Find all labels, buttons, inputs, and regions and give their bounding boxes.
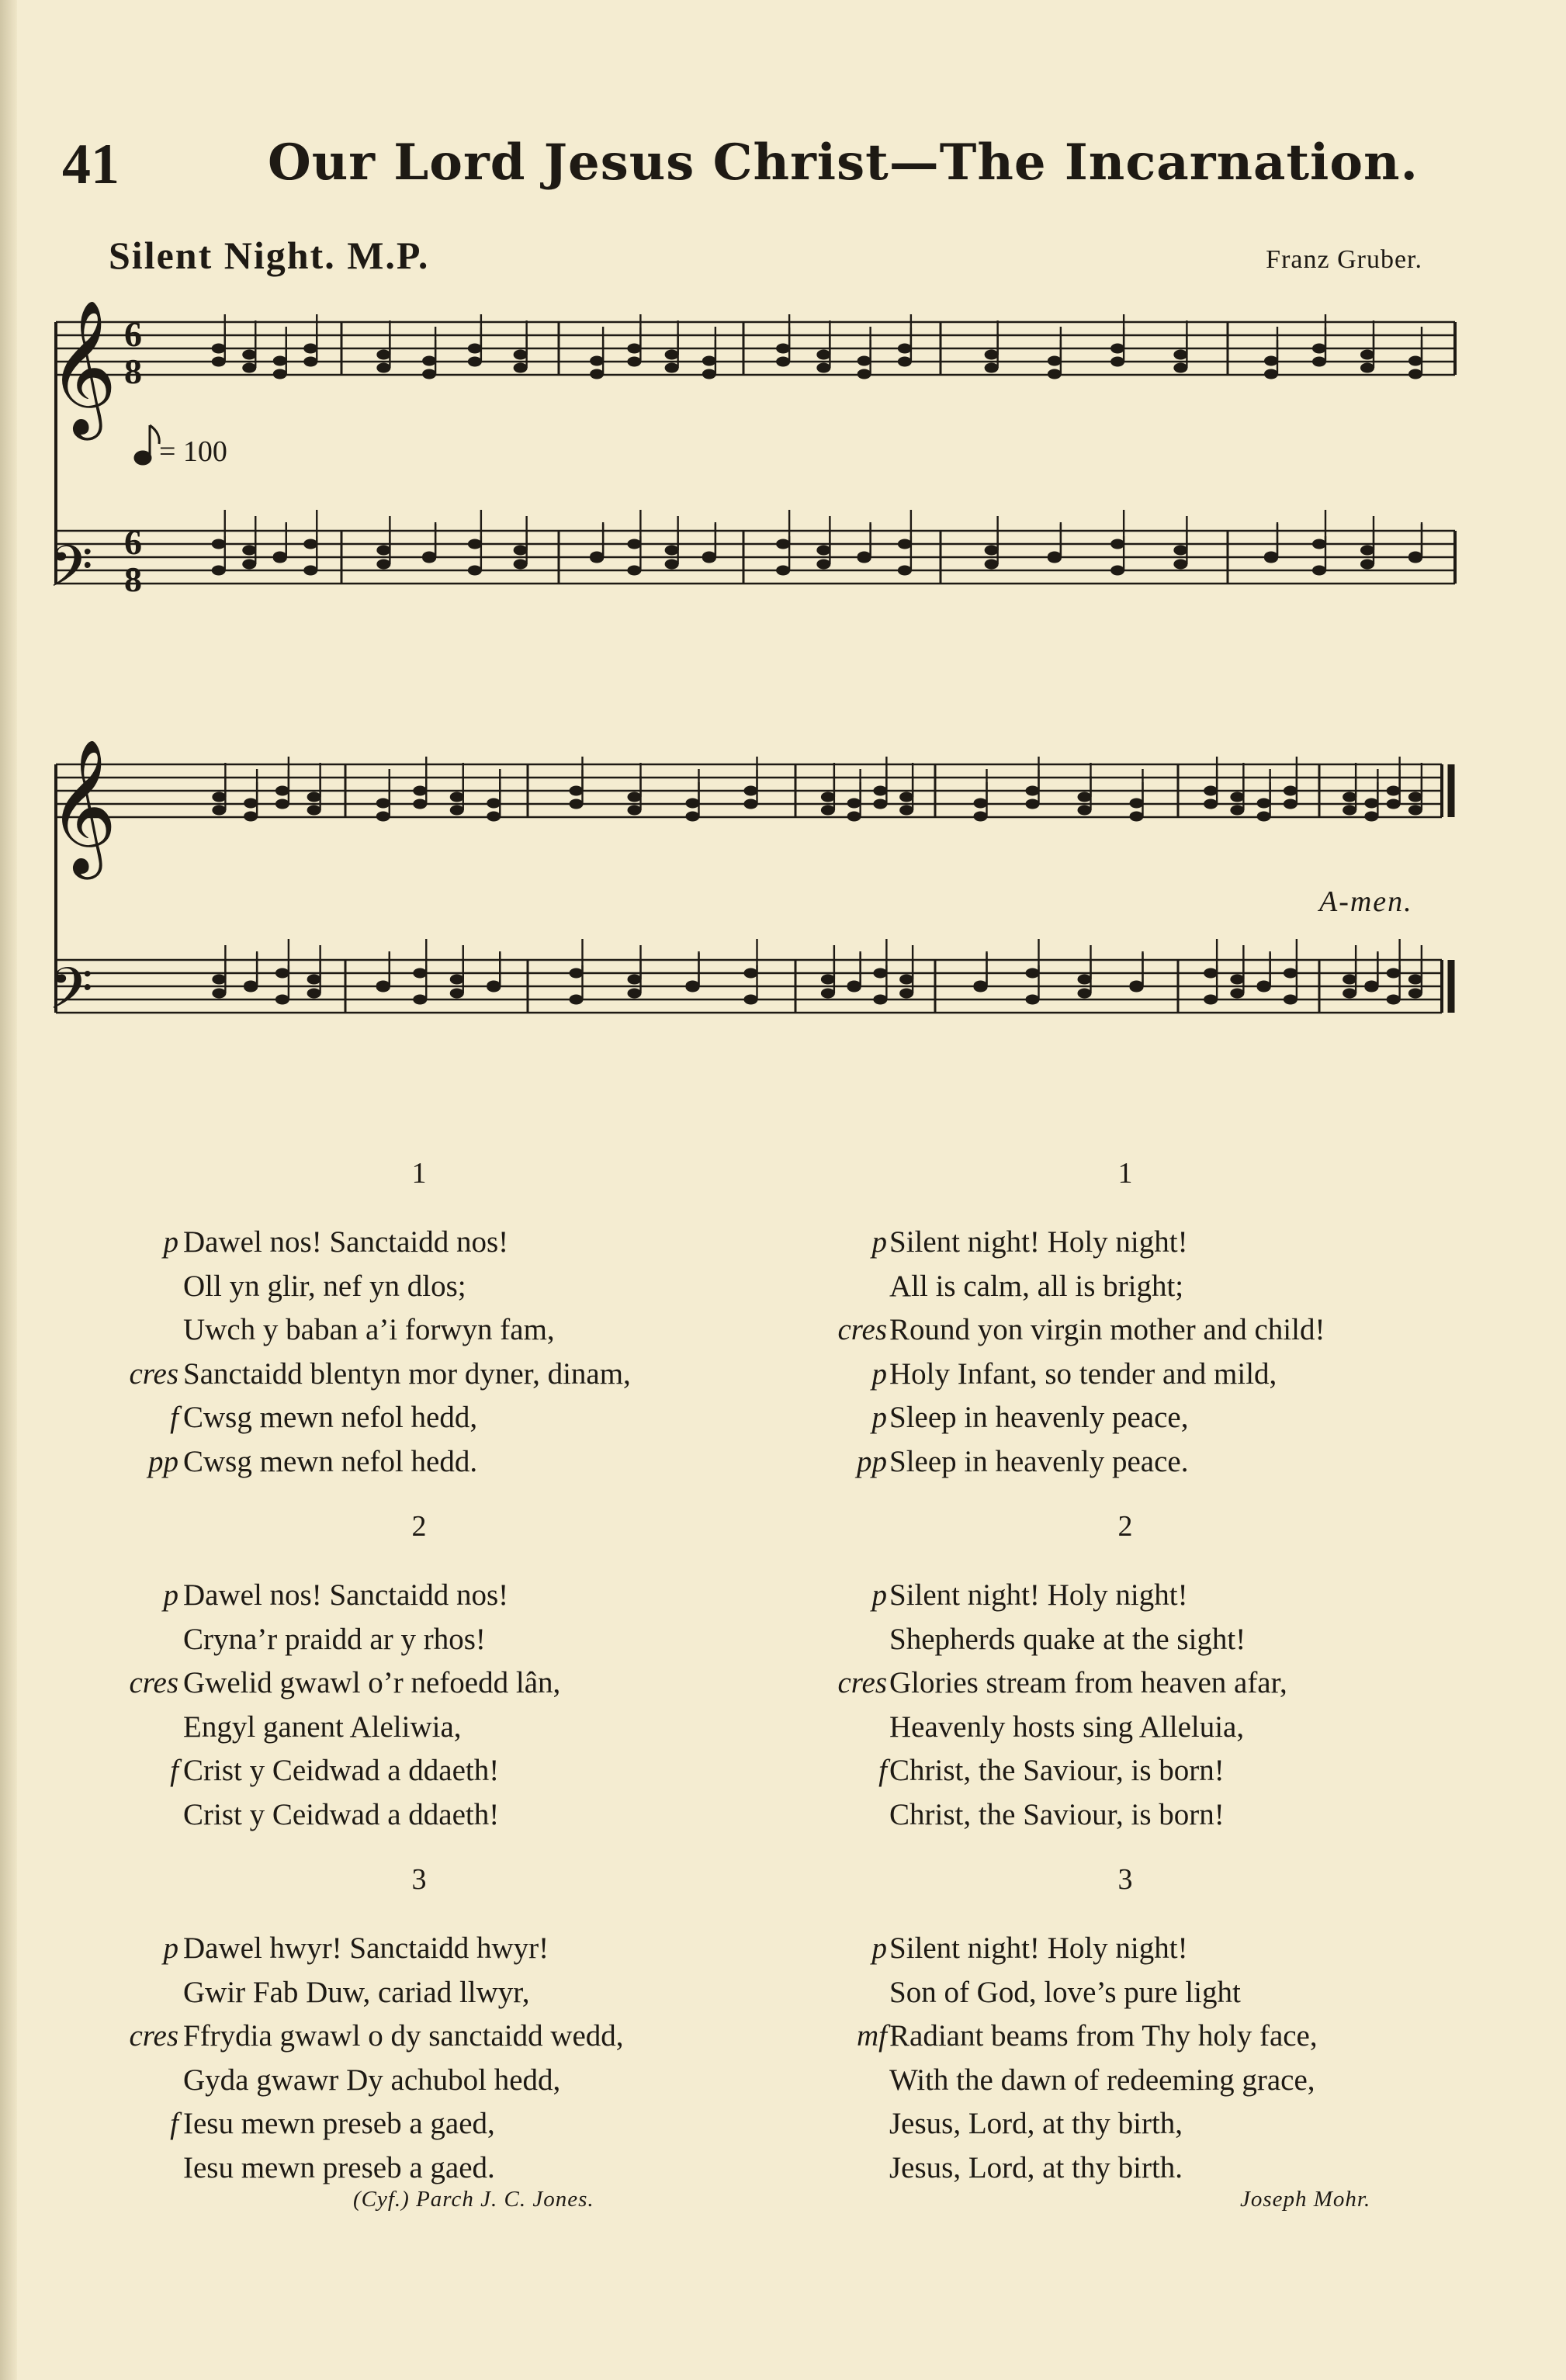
verse-line: Silent night! Holy night! bbox=[889, 1578, 1188, 1612]
running-title: Our Lord Jesus Christ—The Incarnation. bbox=[268, 133, 1419, 192]
clefs bbox=[48, 300, 117, 1037]
verse-line: Round yon virgin mother and child! bbox=[889, 1313, 1325, 1346]
note-head bbox=[1257, 799, 1271, 809]
staff-lines bbox=[56, 322, 1455, 1013]
note-head bbox=[1312, 357, 1326, 367]
dynamic-marking: p bbox=[163, 1578, 178, 1612]
note-head bbox=[514, 559, 528, 570]
note-head bbox=[776, 566, 790, 576]
verse-line: Iesu mewn preseb a gaed, bbox=[183, 2107, 495, 2140]
note-head bbox=[1078, 975, 1092, 985]
note-head bbox=[1204, 995, 1218, 1005]
dynamic-marking: mf bbox=[857, 2019, 887, 2053]
note-head bbox=[1078, 792, 1092, 802]
note-head bbox=[450, 805, 464, 816]
verse-number: 3 bbox=[1117, 1863, 1133, 1896]
bass-clef-icon: 𝄢 bbox=[48, 955, 93, 1037]
note-head bbox=[487, 812, 501, 822]
note-head bbox=[1230, 805, 1244, 816]
english-credit: Joseph Mohr. bbox=[1240, 2187, 1371, 2212]
note-head bbox=[1048, 369, 1062, 379]
verse-line: Iesu mewn preseb a gaed. bbox=[183, 2150, 495, 2184]
note-head bbox=[702, 369, 716, 379]
note-head bbox=[627, 566, 641, 576]
note-head bbox=[1408, 369, 1422, 379]
note-head bbox=[450, 792, 464, 802]
note-head bbox=[487, 799, 501, 809]
note-head bbox=[898, 566, 912, 576]
note-head bbox=[1130, 799, 1144, 809]
note-head bbox=[702, 356, 716, 366]
note-head bbox=[1408, 989, 1422, 999]
note-head bbox=[212, 566, 226, 576]
verse-number: 2 bbox=[411, 1510, 427, 1543]
dynamic-marking: pp bbox=[148, 1444, 178, 1478]
note-head bbox=[1230, 792, 1244, 802]
verse-line: Sleep in heavenly peace. bbox=[889, 1444, 1189, 1478]
note-head bbox=[450, 975, 464, 985]
dynamic-marking: p bbox=[163, 1931, 178, 1965]
note-head bbox=[1364, 812, 1378, 822]
note-head bbox=[1026, 968, 1040, 979]
note-head bbox=[1173, 350, 1187, 360]
verse-line: Silent night! Holy night! bbox=[889, 1931, 1188, 1965]
note-head bbox=[422, 553, 436, 563]
verse-line: With the dawn of redeeming grace, bbox=[889, 2063, 1315, 2097]
note-head bbox=[821, 989, 835, 999]
barlines bbox=[56, 322, 1455, 1013]
note-head bbox=[665, 350, 679, 360]
verse-line: Christ, the Saviour, is born! bbox=[889, 1797, 1225, 1831]
note-head bbox=[376, 363, 390, 373]
note-head bbox=[1110, 357, 1124, 367]
note-head bbox=[376, 559, 390, 570]
note-head bbox=[816, 363, 830, 373]
note-head bbox=[857, 369, 871, 379]
note-head bbox=[1026, 995, 1040, 1005]
note-head bbox=[985, 559, 999, 570]
time-sig-bottom: 8 bbox=[124, 559, 142, 599]
bass-clef-icon: 𝄢 bbox=[48, 533, 93, 615]
note-head bbox=[873, 968, 887, 979]
note-head bbox=[847, 982, 861, 993]
note-head bbox=[628, 805, 642, 816]
note-head bbox=[816, 559, 830, 570]
verse-line: Sanctaidd blentyn mor dyner, dinam, bbox=[183, 1356, 631, 1391]
note-head bbox=[590, 369, 604, 379]
note-head bbox=[665, 546, 679, 556]
note-head bbox=[821, 975, 835, 985]
note-head bbox=[275, 968, 289, 979]
note-head bbox=[514, 363, 528, 373]
note-head bbox=[1204, 799, 1218, 809]
note-head bbox=[1130, 812, 1144, 822]
note-head bbox=[1230, 989, 1244, 999]
note-head bbox=[244, 799, 258, 809]
note-head bbox=[244, 812, 258, 822]
note-head bbox=[275, 995, 289, 1005]
verse-number: 3 bbox=[411, 1863, 427, 1896]
note-head bbox=[702, 553, 716, 563]
note-head bbox=[590, 356, 604, 366]
note-head bbox=[665, 363, 679, 373]
dynamic-marking: f bbox=[170, 1754, 178, 1787]
note-head bbox=[873, 799, 887, 809]
dynamic-marking: cres bbox=[129, 1666, 178, 1699]
note-head bbox=[244, 982, 258, 993]
note-head bbox=[1284, 995, 1297, 1005]
note-head bbox=[628, 792, 642, 802]
note-head bbox=[468, 357, 482, 367]
note-head bbox=[816, 546, 830, 556]
dynamic-marking: f bbox=[170, 1401, 178, 1434]
note-head bbox=[1364, 982, 1378, 993]
note-head bbox=[627, 344, 641, 354]
note-head bbox=[275, 786, 289, 796]
note-head bbox=[307, 975, 321, 985]
note-head bbox=[1264, 369, 1278, 379]
note-head bbox=[376, 799, 390, 809]
verse-line: Crist y Ceidwad a ddaeth! bbox=[183, 1754, 500, 1787]
verse-line: Sleep in heavenly peace, bbox=[889, 1401, 1189, 1434]
note-head bbox=[1078, 805, 1092, 816]
note-head bbox=[686, 982, 700, 993]
note-head bbox=[1360, 559, 1374, 570]
verse-line: Cryna’r praidd ar y rhos! bbox=[183, 1622, 486, 1656]
note-head bbox=[376, 546, 390, 556]
dynamic-marking: f bbox=[170, 2107, 178, 2140]
note-head bbox=[744, 995, 758, 1005]
note-head bbox=[1264, 553, 1278, 563]
verse-line: Cwsg mewn nefol hedd. bbox=[183, 1444, 478, 1478]
tempo-marking bbox=[128, 435, 227, 469]
note-head bbox=[898, 357, 912, 367]
verse-number: 1 bbox=[1117, 1157, 1133, 1190]
note-head bbox=[744, 799, 758, 809]
verse-line: Ffrydia gwawl o dy sanctaidd wedd, bbox=[183, 2019, 624, 2053]
note-head bbox=[273, 356, 287, 366]
note-head bbox=[776, 539, 790, 549]
note-head bbox=[570, 968, 584, 979]
dynamic-marking: cres bbox=[837, 1313, 887, 1346]
treble-clef-icon: 𝄞 bbox=[48, 739, 117, 874]
note-head bbox=[1110, 566, 1124, 576]
note-head bbox=[1204, 968, 1218, 979]
note-head bbox=[1026, 799, 1040, 809]
note-head bbox=[1408, 805, 1422, 816]
dynamic-marking: p bbox=[871, 1225, 887, 1259]
note-head bbox=[212, 805, 226, 816]
dynamic-marking: p bbox=[871, 1401, 887, 1434]
note-head bbox=[1204, 786, 1218, 796]
note-head bbox=[1360, 350, 1374, 360]
note-head bbox=[413, 968, 427, 979]
time-sig-bottom: 8 bbox=[124, 352, 142, 391]
note-head bbox=[303, 539, 317, 549]
note-head bbox=[686, 812, 700, 822]
note-head bbox=[1387, 799, 1401, 809]
note-head bbox=[1284, 786, 1297, 796]
note-head bbox=[744, 968, 758, 979]
note-head bbox=[570, 995, 584, 1005]
note-head bbox=[376, 350, 390, 360]
hymn-title: Silent Night. M.P. bbox=[109, 234, 430, 277]
note-head bbox=[242, 546, 256, 556]
note-head bbox=[1257, 982, 1271, 993]
note-head bbox=[487, 982, 501, 993]
note-head bbox=[1387, 995, 1401, 1005]
note-head bbox=[899, 989, 913, 999]
note-head bbox=[1360, 546, 1374, 556]
note-head bbox=[857, 553, 871, 563]
verse-line: Gyda gwawr Dy achubol hedd, bbox=[183, 2063, 561, 2097]
verse-line: Gwelid gwawl o’r nefoedd lân, bbox=[183, 1666, 561, 1699]
note-head bbox=[776, 344, 790, 354]
note-head bbox=[413, 995, 427, 1005]
verse-line: Jesus, Lord, at thy birth, bbox=[889, 2107, 1183, 2140]
note-head bbox=[1387, 786, 1401, 796]
note-head bbox=[514, 546, 528, 556]
note-head bbox=[468, 566, 482, 576]
note-head bbox=[212, 357, 226, 367]
note-head bbox=[1343, 989, 1356, 999]
verse-number: 2 bbox=[1117, 1510, 1133, 1543]
verse-line: Crist y Ceidwad a ddaeth! bbox=[183, 1797, 500, 1831]
note-head bbox=[899, 975, 913, 985]
note-head bbox=[1364, 799, 1378, 809]
note-head bbox=[898, 344, 912, 354]
note-head bbox=[307, 989, 321, 999]
dynamic-marking: cres bbox=[129, 1356, 178, 1391]
note-head bbox=[1387, 968, 1401, 979]
tempo-value: = 100 bbox=[159, 435, 227, 468]
note-head bbox=[422, 369, 436, 379]
note-head bbox=[985, 350, 999, 360]
note-head bbox=[450, 989, 464, 999]
note-head bbox=[590, 553, 604, 563]
time-sig-top: 6 bbox=[124, 314, 142, 354]
verse-number: 1 bbox=[411, 1157, 427, 1190]
note-head bbox=[899, 805, 913, 816]
note-head bbox=[898, 539, 912, 549]
note-head bbox=[873, 995, 887, 1005]
verse-line: Uwch y baban a’i forwyn fam, bbox=[183, 1313, 555, 1346]
note-head bbox=[1257, 812, 1271, 822]
note-head bbox=[413, 786, 427, 796]
note-head bbox=[1312, 539, 1326, 549]
note-head bbox=[570, 799, 584, 809]
note-head bbox=[1264, 356, 1278, 366]
note-head bbox=[212, 975, 226, 985]
note-head bbox=[376, 982, 390, 993]
note-head bbox=[1284, 968, 1297, 979]
note-head bbox=[303, 357, 317, 367]
note-head bbox=[974, 799, 988, 809]
verse-line: Heavenly hosts sing Alleluia, bbox=[889, 1710, 1245, 1744]
note-head bbox=[212, 989, 226, 999]
treble-clef-icon: 𝄞 bbox=[48, 300, 117, 435]
note-head bbox=[1173, 546, 1187, 556]
note-head bbox=[242, 350, 256, 360]
verse-line: Glories stream from heaven afar, bbox=[889, 1666, 1287, 1699]
note-head bbox=[776, 357, 790, 367]
note-head bbox=[413, 799, 427, 809]
verse-line: Oll yn glir, nef yn dlos; bbox=[183, 1269, 466, 1303]
note-head bbox=[468, 344, 482, 354]
note-head bbox=[847, 812, 861, 822]
note-head bbox=[847, 799, 861, 809]
verse-line: Dawel nos! Sanctaidd nos! bbox=[183, 1225, 509, 1259]
note-head bbox=[1130, 982, 1144, 993]
verse-line: All is calm, all is bright; bbox=[889, 1269, 1184, 1303]
note-head bbox=[1408, 553, 1422, 563]
dynamic-marking: p bbox=[871, 1578, 887, 1612]
note-head bbox=[273, 369, 287, 379]
note-head bbox=[1408, 975, 1422, 985]
note-head bbox=[1173, 559, 1187, 570]
page-number: 41 bbox=[62, 133, 120, 196]
note-head bbox=[242, 559, 256, 570]
note-head bbox=[1343, 792, 1356, 802]
note-head bbox=[628, 975, 642, 985]
amen-text: A-men. bbox=[1319, 885, 1413, 918]
note-head bbox=[1110, 344, 1124, 354]
note-head bbox=[1110, 539, 1124, 549]
note-head bbox=[212, 792, 226, 802]
note-head bbox=[570, 786, 584, 796]
note-head bbox=[1360, 363, 1374, 373]
notes bbox=[212, 314, 1422, 1005]
verse-line: Gwir Fab Duw, cariad llwyr, bbox=[183, 1975, 530, 2009]
note-head bbox=[974, 812, 988, 822]
note-head bbox=[628, 989, 642, 999]
note-head bbox=[1408, 792, 1422, 802]
note-head bbox=[1230, 975, 1244, 985]
dynamic-marking: f bbox=[878, 1754, 887, 1787]
note-head bbox=[275, 799, 289, 809]
note-head bbox=[974, 982, 988, 993]
note-head bbox=[1048, 356, 1062, 366]
note-head bbox=[985, 363, 999, 373]
time-sig-top: 6 bbox=[124, 522, 142, 562]
note-head bbox=[303, 566, 317, 576]
note-head bbox=[821, 805, 835, 816]
verse-line: Christ, the Saviour, is born! bbox=[889, 1754, 1225, 1787]
composer: Franz Gruber. bbox=[1266, 245, 1422, 274]
verse-line: Radiant beams from Thy holy face, bbox=[889, 2019, 1318, 2053]
note-head bbox=[1312, 344, 1326, 354]
dynamic-marking: cres bbox=[129, 2019, 178, 2053]
note-head bbox=[1173, 363, 1187, 373]
note-head bbox=[307, 792, 321, 802]
note-head bbox=[627, 539, 641, 549]
note-head bbox=[273, 553, 287, 563]
note-head bbox=[1343, 805, 1356, 816]
note-head bbox=[1078, 989, 1092, 999]
verse-line: Shepherds quake at the sight! bbox=[889, 1622, 1246, 1656]
verse-line: Son of God, love’s pure light bbox=[889, 1975, 1241, 2009]
note-head bbox=[627, 357, 641, 367]
note-head bbox=[1312, 566, 1326, 576]
verse-line: Jesus, Lord, at thy birth. bbox=[889, 2150, 1183, 2184]
note-head bbox=[1026, 786, 1040, 796]
dynamic-marking: p bbox=[871, 1356, 887, 1391]
verse-line: Engyl ganent Aleliwia, bbox=[183, 1710, 462, 1744]
note-head bbox=[376, 812, 390, 822]
note-head bbox=[985, 546, 999, 556]
note-head bbox=[873, 786, 887, 796]
note-head bbox=[307, 805, 321, 816]
welsh-credit: (Cyf.) Parch J. C. Jones. bbox=[353, 2187, 594, 2212]
note-head bbox=[468, 539, 482, 549]
note-head bbox=[665, 559, 679, 570]
verse-line: Cwsg mewn nefol hedd, bbox=[183, 1401, 478, 1434]
verse-line: Holy Infant, so tender and mild, bbox=[889, 1356, 1277, 1391]
note-head bbox=[242, 363, 256, 373]
note-head bbox=[1284, 799, 1297, 809]
note-head bbox=[821, 792, 835, 802]
note-head bbox=[686, 799, 700, 809]
note-head bbox=[514, 350, 528, 360]
note-head bbox=[744, 786, 758, 796]
note-head bbox=[422, 356, 436, 366]
note-head bbox=[857, 356, 871, 366]
note-head bbox=[899, 792, 913, 802]
note-head bbox=[303, 344, 317, 354]
dynamic-marking: cres bbox=[837, 1666, 887, 1699]
verse-line: Dawel nos! Sanctaidd nos! bbox=[183, 1578, 509, 1612]
verse-line: Dawel hwyr! Sanctaidd hwyr! bbox=[183, 1931, 549, 1965]
dynamic-marking: p bbox=[163, 1225, 178, 1259]
note-head bbox=[1408, 356, 1422, 366]
dynamic-marking: pp bbox=[857, 1444, 887, 1478]
note-head bbox=[1343, 975, 1356, 985]
dynamic-marking: p bbox=[871, 1931, 887, 1965]
note-head bbox=[212, 539, 226, 549]
note-head bbox=[1048, 553, 1062, 563]
verse-line: Silent night! Holy night! bbox=[889, 1225, 1188, 1259]
note-head bbox=[816, 350, 830, 360]
note-head bbox=[212, 344, 226, 354]
music-score bbox=[0, 0, 1566, 1086]
